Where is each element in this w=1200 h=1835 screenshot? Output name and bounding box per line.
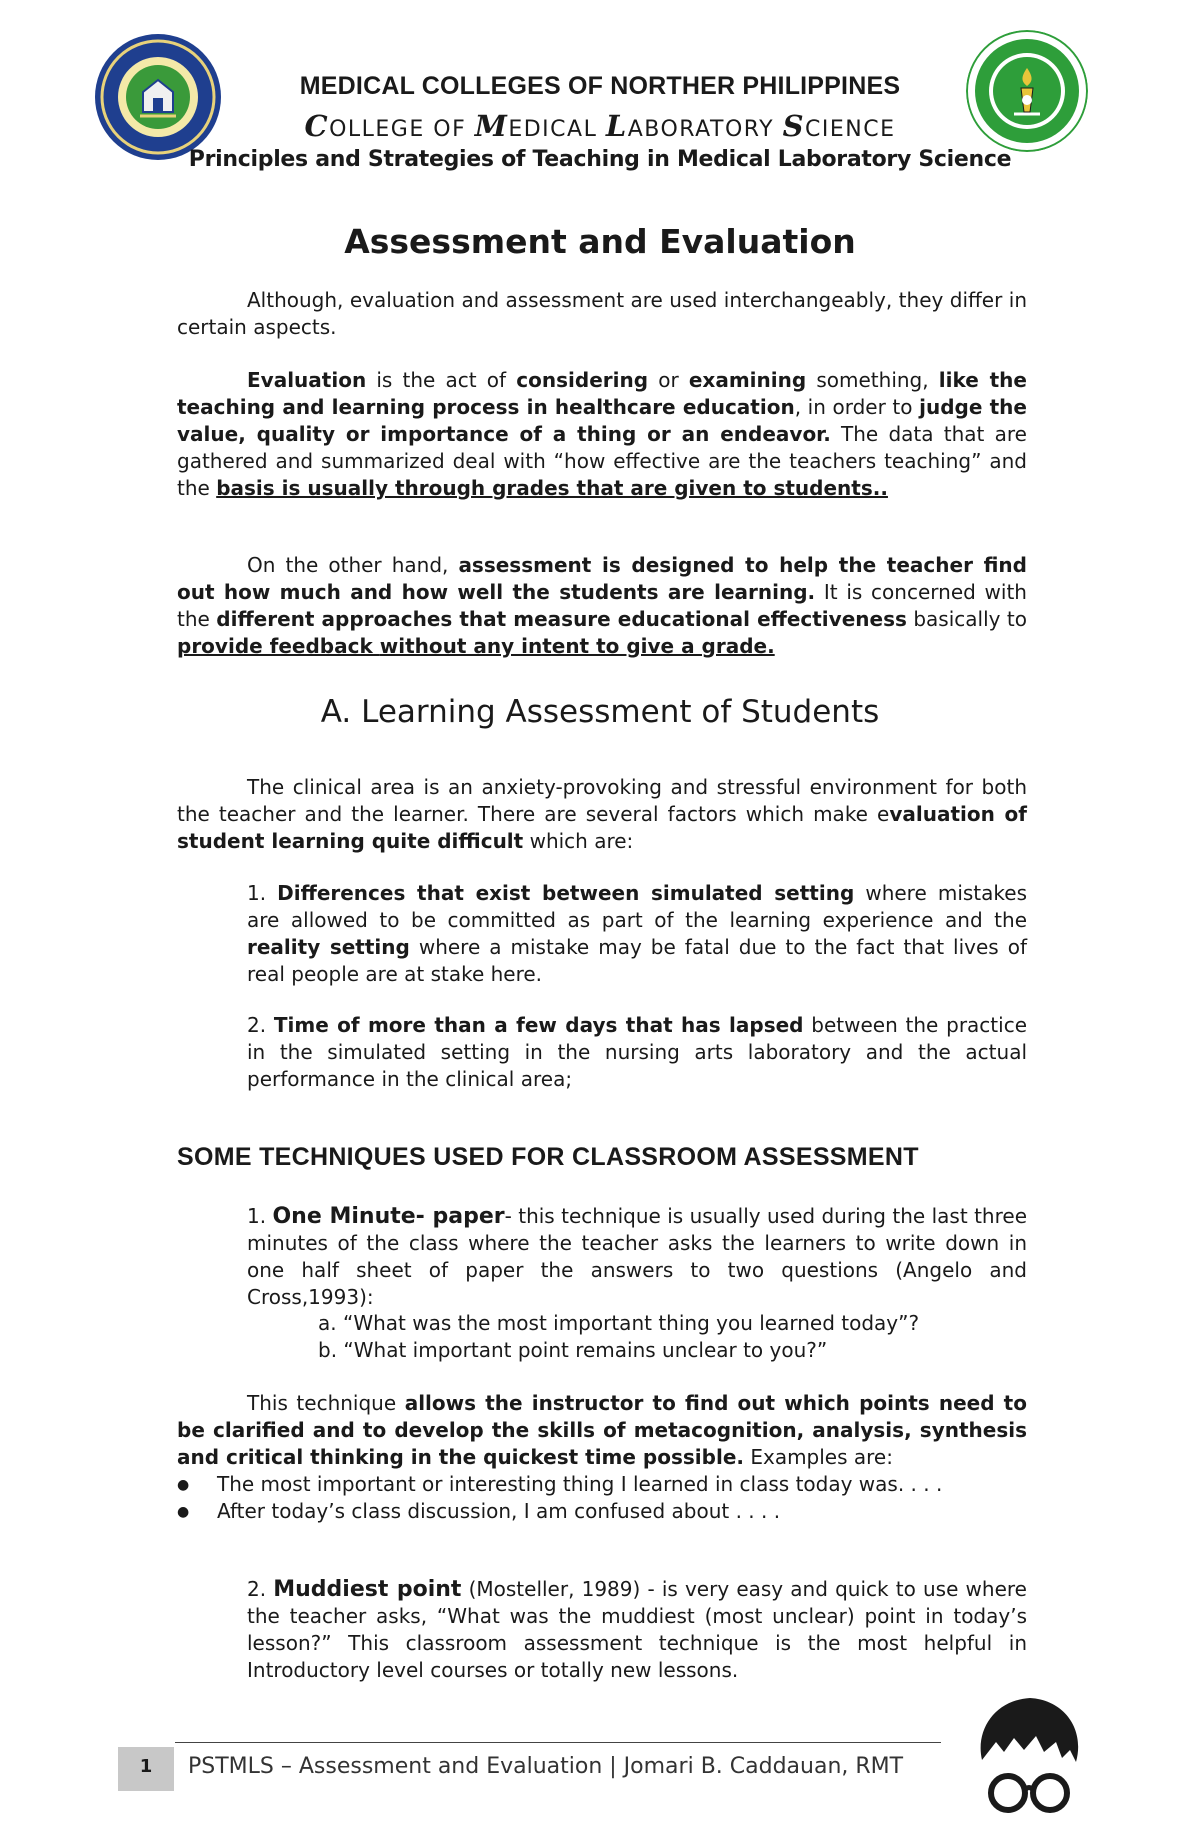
technique-one-minute-paper: 1. One Minute- paper- this technique is usually used during the last three minutes of the class where the teacher asks the learners to write down in one half sheet of paper the answers to two questions (Angelo and Cross,1993): <box>247 1204 1027 1309</box>
page-number: 1 <box>118 1747 174 1791</box>
list-item: ● After today’s class discussion, I am confused about . . . . <box>177 1498 1027 1526</box>
bullet-icon: ● <box>177 1477 190 1493</box>
no-grade-underlined: without any intent to give a grade. <box>379 634 775 658</box>
technique-allows-paragraph: This technique allows the instructor to find out which points need to be clarified and to develop the skills of metacognition, analysis, synthesis and critical thinking in the quickest time possible. Examples are: <box>177 1391 1027 1469</box>
college-initial-l: L <box>605 109 628 143</box>
intro-paragraph: Although, evaluation and assessment are used interchangeably, they differ in certain aspects. <box>177 288 1027 339</box>
institution-name: MEDICAL COLLEGES OF NORTHER PHILIPPINES <box>299 72 901 100</box>
clinical-area-paragraph: The clinical area is an anxiety-provoking and stressful environment for both the teacher and the learner. There are several factors which make evaluation of student learning quite difficult which are: <box>177 775 1027 853</box>
question-a: a. “What was the most important thing you learned today”? <box>318 1311 920 1335</box>
provide-feedback-underlined: provide feedback <box>177 634 380 658</box>
college-name: COLLEGE OF MEDICAL LABORATORY SCIENCE <box>304 109 896 143</box>
footer-divider <box>175 1742 941 1743</box>
evaluation-paragraph: Evaluation is the act of considering or examining something, like the teaching and learning process in healthcare education, in order to judge the value, quality or importance of a thing or an endeavor. The data that are gathered and summarized deal with “how effective are the teachers teaching” and the basis is usually through grades that are given to students.. <box>177 368 1027 500</box>
assessment-paragraph: On the other hand, assessment is designed to help the teacher find out how much and how well the students are learning. It is concerned with the different approaches that measure educational effectiveness basically to provide feedback without any intent to give a grade. <box>177 553 1027 658</box>
section-heading-learning-assessment: A. Learning Assessment of Students <box>320 694 880 730</box>
list-item: ● The most important or interesting thing I learned in class today was. . . . <box>177 1471 1027 1499</box>
college-initial-c: C <box>304 109 330 143</box>
footer-text: PSTMLS – Assessment and Evaluation | Jomari B. Caddauan, RMT <box>188 1754 904 1779</box>
course-title: Principles and Strategies of Teaching in Medical Laboratory Science <box>188 147 1012 172</box>
page-title: Assessment and Evaluation <box>344 222 856 261</box>
factor-item-1: 1. Differences that exist between simulated setting where mistakes are allowed to be committed as part of the learning experience and the reality setting where a mistake may be fatal due to the fact that lives of real people are at stake here. <box>247 881 1027 986</box>
bullet-icon: ● <box>177 1504 190 1520</box>
techniques-heading: SOME TECHNIQUES USED FOR CLASSROOM ASSESSMENT <box>177 1143 919 1171</box>
factor-item-2: 2. Time of more than a few days that has lapsed between the practice in the simulated setting in the nursing arts laboratory and the actual performance in the clinical area; <box>247 1013 1027 1091</box>
college-initial-s: S <box>782 109 806 143</box>
evaluation-basis-underlined: basis is usually through grades that are given to students.. <box>216 476 888 500</box>
question-b: b. “What important point remains unclear to you?” <box>318 1338 828 1362</box>
technique-muddiest-point: 2. Muddiest point (Mosteller, 1989) - is very easy and quick to use where the teacher asks, “What was the muddiest (most unclear) point in today’s lesson?” This classroom assessment technique is the most helpful in Introductory level courses or totally new lessons. <box>247 1577 1027 1682</box>
college-initial-m: M <box>474 109 509 143</box>
glasses-character-icon <box>970 1690 1088 1825</box>
